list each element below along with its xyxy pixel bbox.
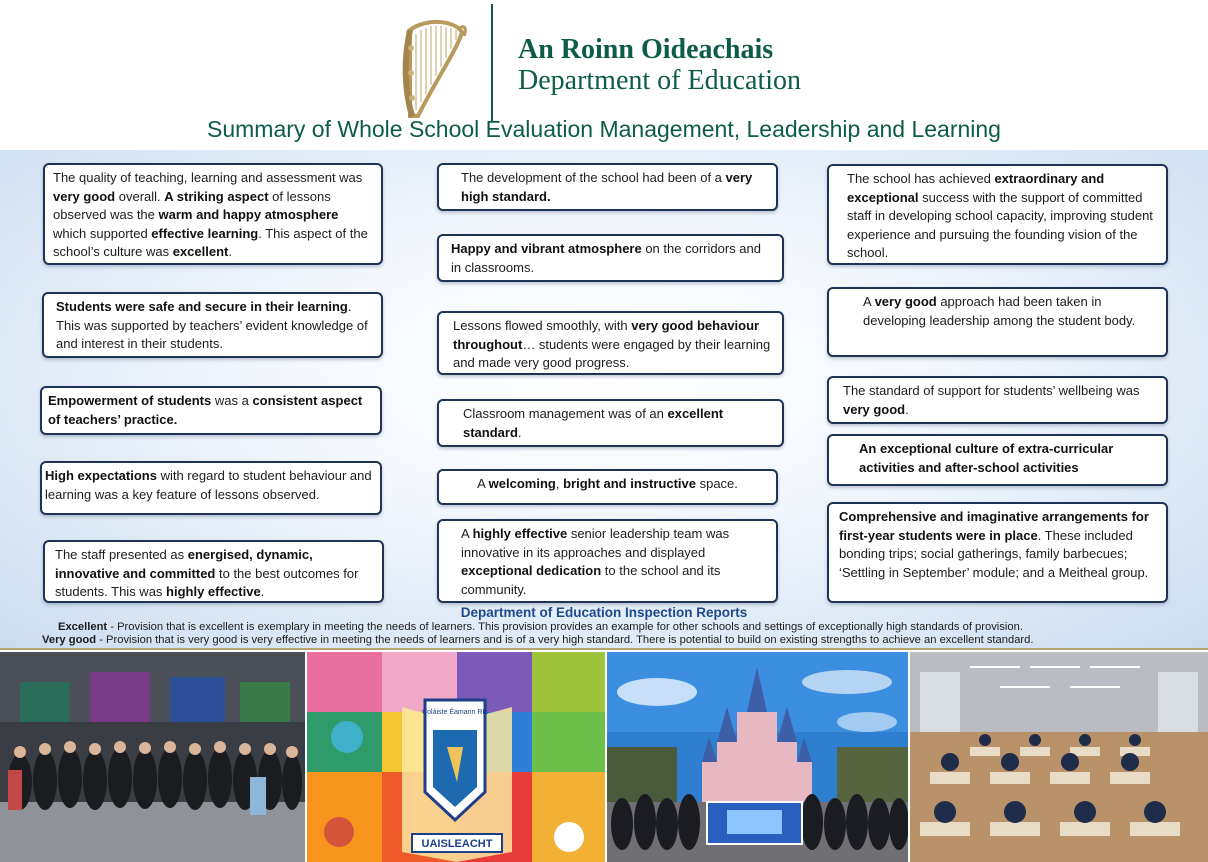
finding-text-segment: extraordinary and exceptional (847, 171, 1105, 205)
finding-card-wellbeing (827, 376, 1168, 424)
finding-text-segment: approach had been taken in developing leadership among the student body. (863, 294, 1136, 328)
finding-text-segment: effective learning (151, 225, 259, 241)
finding-text-segment: overall. (115, 188, 165, 204)
finding-text-segment: bright and instructive (563, 476, 696, 491)
finding-text-segment: very good behaviour throughout (453, 318, 760, 352)
mural-crest-text: Coláiste Éamann Rís (422, 709, 488, 716)
finding-text-segment: Happy and vibrant atmosphere (451, 241, 642, 256)
finding-text-segment: space. (695, 476, 738, 491)
finding-card-extra-curricular (827, 434, 1168, 486)
finding-text-segment: highly effective (472, 526, 568, 541)
finding-text-segment: warm and happy atmosphere (158, 207, 339, 222)
finding-card-first-year (827, 502, 1168, 603)
brand-name-irish: An Roinn Oideachais (518, 34, 774, 65)
finding-text-segment: A striking aspect (164, 188, 269, 204)
finding-text-segment: Classroom management was of an (463, 406, 668, 421)
finding-text-segment: An exceptional culture of extra-curricular activities and after-school activities (859, 441, 1114, 475)
finding-text-segment: exceptional dedication (461, 563, 602, 578)
finding-card-development (437, 163, 778, 211)
finding-text-segment: excellent standard (463, 406, 724, 440)
finding-text-segment: energised, dynamic, innovative and committed (55, 547, 313, 581)
finding-card-achievement (827, 164, 1168, 265)
finding-text-segment: of lessons observed was the (53, 188, 331, 222)
finding-card-atmosphere (437, 234, 784, 282)
definition-excellent-text: - Provision that is excellent is exemplary in meeting the needs of learners. This provision provides an example for other schools and settings of exceptionally high standards of provision. (107, 621, 1023, 633)
harp-icon (396, 18, 468, 122)
finding-card-senior-leadership (437, 519, 778, 603)
definition-very-good-term: Very good (42, 634, 97, 646)
finding-text-segment: . (228, 244, 232, 259)
finding-text-segment: . These included bonding trips; social gatherings, family barbecues; ‘Settling in September’ module; and a Meitheal group. (839, 527, 1149, 580)
finding-text-segment: . (905, 401, 909, 417)
finding-text-segment: very good (843, 401, 906, 417)
finding-card-teaching-quality (43, 163, 383, 265)
brand-name-english: Department of Education (518, 65, 802, 96)
finding-text-segment: which supported (53, 225, 152, 241)
finding-text-segment: to the best outcomes for students. This was (55, 565, 359, 599)
definition-very-good (42, 634, 1033, 646)
finding-text-segment: . (517, 424, 522, 440)
finding-text-segment: excellent (172, 244, 229, 259)
finding-text-segment: A (461, 526, 473, 541)
finding-text-segment: Comprehensive and imaginative arrangements for first-year students were in place (839, 509, 1149, 543)
finding-text-segment: . (260, 584, 265, 599)
finding-text-segment: highly effective (166, 584, 261, 599)
finding-text-segment: High expectations (45, 468, 157, 483)
mural-banner-text: UAISLEACHT (421, 838, 493, 850)
finding-card-high-expectations (40, 461, 382, 515)
finding-text-segment: . This aspect of the school’s culture was (53, 225, 368, 259)
photo-formal-group (0, 652, 305, 862)
finding-text-segment: A (863, 294, 875, 309)
photo-school-mural (307, 652, 605, 862)
finding-text-segment: consistent aspect of teachers’ practice. (48, 393, 363, 427)
finding-text-segment: to the school and its community. (461, 563, 721, 597)
finding-text-segment: Students were safe and secure in their learning (56, 299, 348, 314)
header (0, 0, 1208, 150)
finding-text-segment: very high standard. (461, 170, 753, 204)
finding-card-welcoming-space (437, 469, 778, 505)
finding-card-staff (43, 540, 384, 603)
page-title: Summary of Whole School Evaluation Management, Leadership and Learning (207, 116, 1001, 142)
finding-text-segment: success with the support of committed staff in developing school capacity, improving student experience and pursuing the founding vision of the school. (847, 189, 1153, 260)
finding-text-segment: with regard to student behaviour and learning was a key feature of lessons observed. (45, 468, 372, 502)
finding-text-segment: Lessons flowed smoothly, with (453, 318, 632, 333)
finding-text-segment: was a (211, 393, 253, 408)
finding-card-empowerment (40, 386, 382, 435)
finding-card-safe-secure (42, 292, 383, 358)
finding-text-segment: on the corridors and in classrooms. (451, 241, 761, 275)
photo-strip (0, 648, 1208, 862)
finding-card-classroom-management (437, 399, 784, 447)
definition-excellent (58, 621, 1023, 633)
finding-text-segment: welcoming (488, 476, 556, 491)
finding-card-student-leadership (827, 287, 1168, 357)
photo-exam-hall (910, 652, 1208, 862)
brand-divider (491, 4, 493, 122)
finding-text-segment: … students were engaged by their learning and made very good progress. (453, 336, 771, 370)
finding-card-lessons (437, 311, 784, 375)
definition-excellent-term: Excellent (58, 621, 108, 633)
finding-text-segment: very good (874, 294, 937, 309)
finding-text-segment: A (477, 476, 489, 491)
finding-text-segment: The standard of support for students’ wellbeing was (843, 383, 1140, 398)
finding-text-segment: The quality of teaching, learning and assessment was (53, 170, 363, 185)
definition-very-good-text: - Provision that is very good is very effective in meeting the needs of learners and is of a very high standard. There is potential to build on existing strengths to achieve an excellent standard. (96, 634, 1034, 646)
finding-text-segment: . This was supported by teachers’ evident knowledge of and interest in their students. (56, 299, 368, 351)
finding-text-segment: The development of the school had been of a (461, 170, 726, 185)
finding-text-segment: very good (53, 188, 116, 204)
finding-text-segment: The school has achieved (847, 171, 995, 186)
finding-text-segment: , (555, 476, 564, 491)
finding-text-segment: senior leadership team was innovative in its approaches and displayed (461, 526, 730, 560)
finding-text-segment: Empowerment of students (48, 393, 212, 408)
inspection-reports-heading: Department of Education Inspection Reports (460, 605, 748, 620)
photo-castle-trip (607, 652, 908, 862)
finding-text-segment: The staff presented as (55, 547, 188, 562)
